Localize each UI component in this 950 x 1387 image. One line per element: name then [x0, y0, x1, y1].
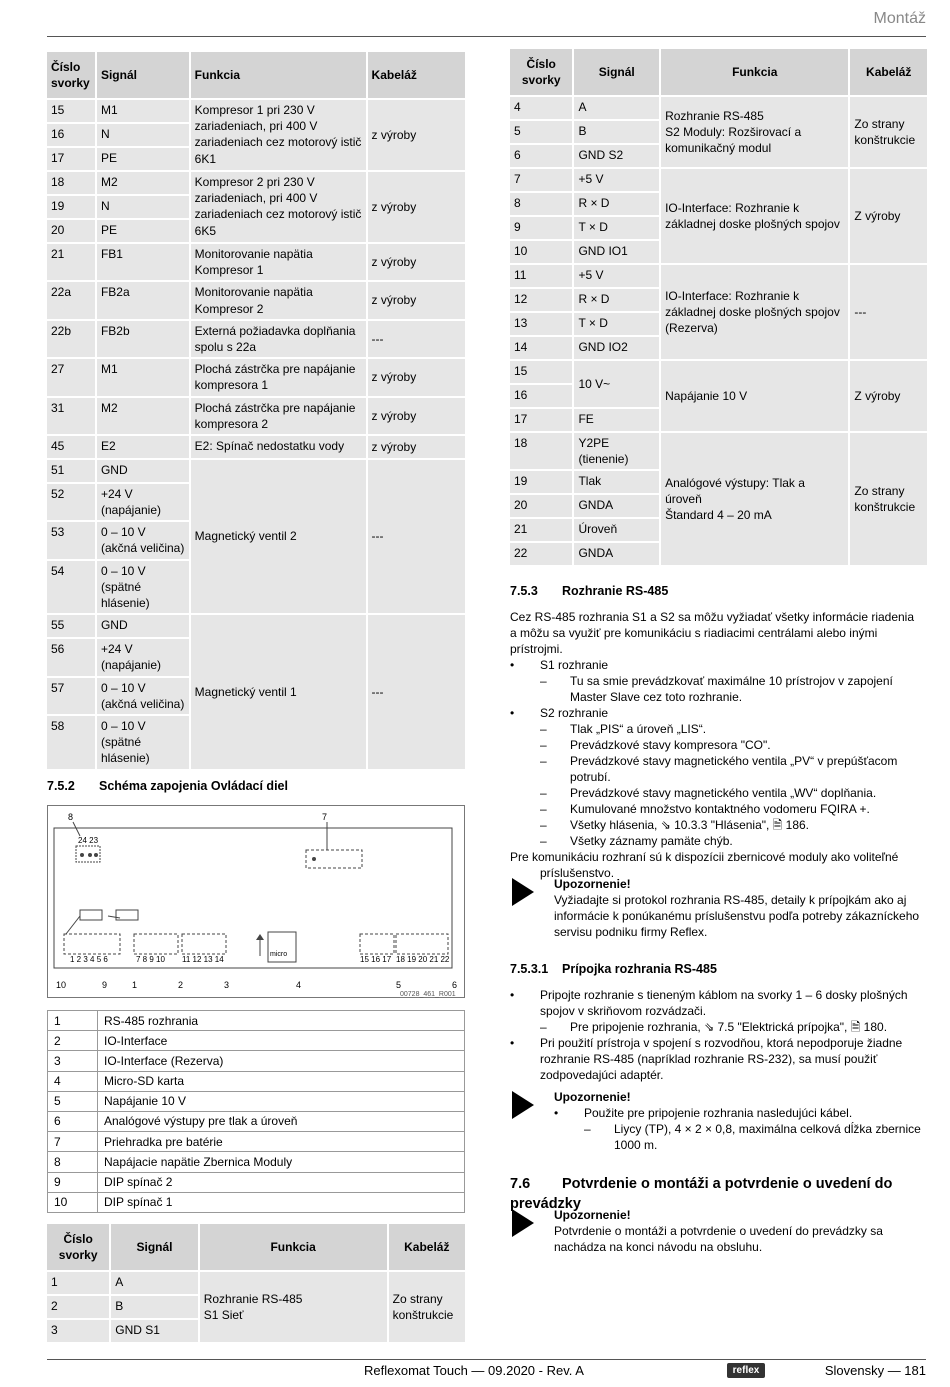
signal-cell: R × D [574, 193, 659, 215]
cabling-cell: z výroby [368, 172, 465, 242]
terminal-number: 9 [510, 217, 572, 239]
note-title: Upozornenie! [554, 877, 631, 891]
signal-cell: GND S2 [574, 145, 659, 167]
header-divider [47, 36, 926, 37]
dash-item: – Tu sa smie prevádzkovať maximálne 10 prístrojov v zapojení Master Slave cez toto rozhranie. [510, 673, 920, 705]
signal-cell: FB1 [97, 244, 189, 280]
cabling-cell: Zo strany konštrukcie [850, 433, 927, 565]
signal-cell: PE [97, 148, 189, 170]
signal-cell: B [574, 121, 659, 143]
terminal-number: 17 [47, 148, 95, 170]
signal-cell: T × D [574, 313, 659, 335]
function-cell: Magnetický ventil 1 [191, 615, 366, 768]
page-header-title: Montáž [873, 10, 926, 27]
note-dash: – Liycy (TP), 4 × 2 × 0,8, maximálna celková dĺžka zbernice 1000 m. [554, 1121, 922, 1153]
terminal-number: 18 [47, 172, 95, 194]
legend-text: DIP spínač 1 [98, 1192, 465, 1212]
legend-row [48, 1152, 465, 1172]
cabling-cell: z výroby [368, 398, 465, 434]
signal-cell: 0 – 10 V (spätné hlásenie) [97, 561, 189, 614]
terminal-number: 55 [47, 615, 95, 637]
rs485-connection-body [510, 987, 920, 1083]
function-cell: Rozhranie RS-485 S2 Moduly: Rozširovací a komunikačný modul [661, 97, 848, 167]
callout-9: 9 [102, 980, 108, 990]
cabling-cell: z výroby [368, 100, 465, 170]
col-header-signal: Signál [111, 1224, 197, 1270]
col-header-function: Funkcia [191, 52, 366, 98]
terminal-number: 16 [47, 124, 95, 146]
terminal-number: 22a [47, 282, 95, 318]
bullet-item: • Pripojte rozhranie s tieneným káblom na svorky 1 – 6 dosky plošných spojov v skriňovom rozvádzači. [510, 987, 920, 1019]
bullet-s1: • S1 rozhranie [510, 657, 920, 673]
signal-cell: R × D [574, 289, 659, 311]
signal-cell: Tlak [574, 471, 659, 493]
signal-cell: +24 V (napájanie) [97, 484, 189, 520]
function-cell: IO-Interface: Rozhranie k základnej doske plošných spojov [661, 169, 848, 263]
legend-row [48, 1011, 465, 1031]
signal-cell: GND [97, 615, 189, 637]
callout-7: 7 [322, 812, 328, 822]
terminal-number: 57 [47, 678, 95, 714]
terminal-number: 17 [510, 409, 572, 431]
legend-text: RS-485 rozhrania [98, 1011, 465, 1031]
terminal-number: 4 [510, 97, 572, 119]
signal-cell: Úroveň [574, 519, 659, 541]
section-heading-7-5-3: 7.5.3 Rozhranie RS-485 [510, 584, 669, 598]
signal-cell: FB2a [97, 282, 189, 318]
col-header-function: Funkcia [661, 49, 848, 95]
connector-label: 24 23 [78, 836, 99, 845]
cabling-cell: z výroby [368, 244, 465, 280]
function-cell: IO-Interface: Rozhranie k základnej doske plošných spojov (Rezerva) [661, 265, 848, 359]
legend-row [48, 1132, 465, 1152]
legend-number: 9 [48, 1172, 98, 1192]
dash-item: – Tlak „PIS“ a úroveň „LIS“. [510, 721, 920, 737]
signal-cell: GND [97, 460, 189, 482]
callout-8: 8 [68, 812, 74, 822]
terminal-number: 58 [47, 716, 95, 769]
legend-row [48, 1172, 465, 1192]
legend-row [48, 1192, 465, 1212]
callout-1: 1 [132, 980, 138, 990]
terminal-number: 5 [510, 121, 572, 143]
signal-cell: GND S1 [111, 1320, 197, 1342]
signal-cell: 0 – 10 V (akčná veličina) [97, 678, 189, 714]
signal-cell: +5 V [574, 169, 659, 191]
cabling-cell: --- [368, 321, 465, 357]
signal-cell: GND IO1 [574, 241, 659, 263]
signal-cell: N [97, 124, 189, 146]
signal-cell: A [574, 97, 659, 119]
function-cell: Monitorovanie napätia Kompresor 1 [191, 244, 366, 280]
terminal-table-main [45, 50, 467, 771]
legend-text: IO-Interface (Rezerva) [98, 1051, 465, 1071]
function-cell: Magnetický ventil 2 [191, 460, 366, 613]
function-cell: Napájanie 10 V [661, 361, 848, 431]
terminal-number: 51 [47, 460, 95, 482]
reflex-logo: reflex [727, 1363, 765, 1378]
pin-labels: 18 19 20 21 22 [396, 955, 450, 964]
function-cell: Externá požiadavka doplňania spolu s 22a [191, 321, 366, 357]
cabling-cell: --- [368, 615, 465, 768]
signal-cell: M2 [97, 172, 189, 194]
col-header-signal: Signál [574, 49, 659, 95]
terminal-number: 31 [47, 398, 95, 434]
legend-number: 5 [48, 1091, 98, 1111]
terminal-number: 20 [510, 495, 572, 517]
callout-10: 10 [56, 980, 67, 990]
signal-cell: E2 [97, 436, 189, 458]
signal-cell: 0 – 10 V (akčná veličina) [97, 522, 189, 558]
terminal-number: 2 [47, 1296, 109, 1318]
legend-row [48, 1031, 465, 1051]
signal-cell: B [111, 1296, 197, 1318]
dash-item: – Pre pripojenie rozhrania, ⇘ 7.5 "Elektrická prípojka", 🗎 180. [510, 1019, 920, 1035]
callout-2: 2 [178, 980, 184, 990]
pin-labels: 11 12 13 14 [182, 955, 224, 964]
wiring-diagram [47, 805, 465, 998]
legend-row [48, 1091, 465, 1111]
callout-3: 3 [224, 980, 230, 990]
signal-cell: +24 V (napájanie) [97, 639, 189, 675]
callout-6: 6 [452, 980, 458, 990]
note-title: Upozornenie! [554, 1090, 631, 1104]
terminal-number: 20 [47, 220, 95, 242]
function-cell: Plochá zástrčka pre napájanie kompresora 2 [191, 398, 366, 434]
terminal-number: 22b [47, 321, 95, 357]
section-heading-7-5-2: 7.5.2 Schéma zapojenia Ovládací diel [47, 779, 288, 793]
terminal-number: 16 [510, 385, 572, 407]
footer-page-info: Slovensky — 181 [824, 1363, 926, 1378]
col-header-signal: Signál [97, 52, 189, 98]
dash-item: – Kumulované množstvo kontaktného vodomeru FQIRA +. [510, 801, 920, 817]
bullet-s2: • S2 rozhranie [510, 705, 920, 721]
terminal-number: 6 [510, 145, 572, 167]
cabling-cell: Zo strany konštrukcie [389, 1272, 465, 1342]
cabling-cell: Zo strany konštrukcie [850, 97, 927, 167]
legend-text: IO-Interface [98, 1031, 465, 1051]
footer-divider [47, 1359, 926, 1360]
function-cell: Monitorovanie napätia Kompresor 2 [191, 282, 366, 318]
col-header-terminal: Číslo svorky [47, 1224, 109, 1270]
warning-arrow-icon [512, 878, 534, 906]
col-header-function: Funkcia [200, 1224, 387, 1270]
note-title: Upozornenie! [554, 1208, 631, 1222]
legend-number: 10 [48, 1192, 98, 1212]
col-header-cabling: Kabeláž [389, 1224, 465, 1270]
terminal-number: 3 [47, 1320, 109, 1342]
figure-code: 00728_461_R001 [400, 991, 456, 998]
legend-number: 2 [48, 1031, 98, 1051]
signal-cell: 10 V~ [574, 361, 659, 407]
terminal-number: 11 [510, 265, 572, 287]
function-cell: Kompresor 2 pri 230 V zariadeniach, pri 400 V zariadeniach cez motorový istič 6K5 [191, 172, 366, 242]
terminal-table-right [508, 47, 929, 567]
terminal-number: 7 [510, 169, 572, 191]
signal-cell: Y2PE (tienenie) [574, 433, 659, 469]
cabling-cell: Z výroby [850, 361, 927, 431]
footer-document-info: Reflexomat Touch — 09.2020 - Rev. A [364, 1363, 584, 1378]
terminal-number: 21 [47, 244, 95, 280]
legend-number: 1 [48, 1011, 98, 1031]
warning-arrow-icon [512, 1091, 534, 1119]
col-header-cabling: Kabeláž [368, 52, 465, 98]
terminal-table-rs485-s1 [45, 1222, 467, 1344]
pin-labels: 7 8 9 10 [136, 955, 165, 964]
section-heading-7-5-3-1: 7.5.3.1 Prípojka rozhrania RS-485 [510, 962, 717, 976]
terminal-number: 14 [510, 337, 572, 359]
dash-item: – Všetky hlásenia, ⇘ 10.3.3 "Hlásenia", 🗎 186. [510, 817, 920, 833]
signal-cell: N [97, 196, 189, 218]
legend-number: 7 [48, 1132, 98, 1152]
signal-cell: FB2b [97, 321, 189, 357]
warning-arrow-icon [512, 1209, 534, 1237]
note-text: Potvrdenie o montáži a potvrdenie o uvedení do prevádzky sa nachádza na konci návodu na obsluhu. [554, 1224, 883, 1254]
note-text: Vyžiadajte si protokol rozhrania RS-485, detaily k prípojkám ako aj informácie k ponúkanému príslušenstvu podľa potreby zákazníckeho servisu podniku firmy Reflex. [554, 893, 920, 939]
legend-number: 8 [48, 1152, 98, 1172]
pin-labels: 1 2 3 4 5 6 [70, 955, 108, 964]
signal-cell: FE [574, 409, 659, 431]
cabling-cell: z výroby [368, 436, 465, 458]
terminal-number: 27 [47, 359, 95, 395]
signal-cell: M2 [97, 398, 189, 434]
pin-labels: 15 16 17 [360, 955, 392, 964]
terminal-number: 45 [47, 436, 95, 458]
section-heading-7-6: 7.6 Potvrdenie o montáži a potvrdenie o uvedení do prevádzky [510, 1176, 893, 1212]
signal-cell: +5 V [574, 265, 659, 287]
terminal-number: 18 [510, 433, 572, 469]
terminal-number: 19 [510, 471, 572, 493]
diagram-legend [47, 1010, 465, 1213]
col-header-terminal: Číslo svorky [510, 49, 572, 95]
signal-cell: PE [97, 220, 189, 242]
signal-cell: M1 [97, 359, 189, 395]
function-cell: E2: Spínač nedostatku vody [191, 436, 366, 458]
terminal-number: 12 [510, 289, 572, 311]
legend-row [48, 1051, 465, 1071]
terminal-number: 15 [47, 100, 95, 122]
signal-cell: 0 – 10 V (spätné hlásenie) [97, 716, 189, 769]
terminal-number: 1 [47, 1272, 109, 1294]
dash-item: – Prevádzkové stavy kompresora "CO". [510, 737, 920, 753]
legend-text: Napájanie 10 V [98, 1091, 465, 1111]
legend-row [48, 1111, 465, 1131]
function-cell: Plochá zástrčka pre napájanie kompresora 1 [191, 359, 366, 395]
callout-4: 4 [296, 980, 302, 990]
note-bullet: • Použite pre pripojenie rozhrania nasledujúci kábel. [554, 1105, 922, 1121]
terminal-number: 53 [47, 522, 95, 558]
signal-cell: GND IO2 [574, 337, 659, 359]
dash-item: – Všetky záznamy pamäte chýb. [510, 833, 920, 849]
legend-text: Priehradka pre batérie [98, 1132, 465, 1152]
legend-text: DIP spínač 2 [98, 1172, 465, 1192]
legend-text: Analógové výstupy pre tlak a úroveň [98, 1111, 465, 1131]
microsd-label: micro [270, 951, 288, 958]
terminal-number: 21 [510, 519, 572, 541]
cabling-cell: --- [850, 265, 927, 359]
legend-number: 4 [48, 1071, 98, 1091]
cabling-cell: z výroby [368, 359, 465, 395]
cabling-cell: z výroby [368, 282, 465, 318]
outro-paragraph: Pre komunikáciu rozhraní sú k dispozícii zbernicové moduly ako voliteľné príslušenstvo. [510, 850, 899, 880]
signal-cell: M1 [97, 100, 189, 122]
signal-cell: A [111, 1272, 197, 1294]
terminal-number: 22 [510, 543, 572, 565]
dash-item: – Prevádzkové stavy magnetického ventila „PV“ v prepúšťacom potrubí. [510, 753, 920, 785]
terminal-number: 52 [47, 484, 95, 520]
col-header-cabling: Kabeláž [850, 49, 927, 95]
signal-cell: GNDA [574, 543, 659, 565]
bullet-item: • Pri použití prístroja v spojení s rozvodňou, ktorá nepodporuje žiadne rozhranie RS-485 (napríklad rozhranie RS-232), sa musí použiť zodpovedajúci adaptér. [510, 1035, 920, 1083]
terminal-number: 54 [47, 561, 95, 614]
cabling-cell: Z výroby [850, 169, 927, 263]
col-header-terminal: Číslo svorky [47, 52, 95, 98]
function-cell: Rozhranie RS-485 S1 Sieť [200, 1272, 387, 1342]
intro-paragraph: Cez RS-485 rozhrania S1 a S2 sa môžu vyžiadať všetky informácie riadenia a môžu sa využiť pre komunikáciu s riadiacimi centrálami alebo inými prístrojmi. [510, 610, 915, 656]
terminal-number: 13 [510, 313, 572, 335]
terminal-number: 19 [47, 196, 95, 218]
legend-number: 6 [48, 1111, 98, 1131]
terminal-number: 8 [510, 193, 572, 215]
terminal-number: 15 [510, 361, 572, 383]
function-cell: Analógové výstupy: Tlak a úroveň Štandard 4 – 20 mA [661, 433, 848, 565]
signal-cell: T × D [574, 217, 659, 239]
terminal-number: 10 [510, 241, 572, 263]
callout-5: 5 [396, 980, 402, 990]
signal-cell: GNDA [574, 495, 659, 517]
legend-row [48, 1071, 465, 1091]
legend-text: Micro-SD karta [98, 1071, 465, 1091]
legend-number: 3 [48, 1051, 98, 1071]
cabling-cell: --- [368, 460, 465, 613]
terminal-number: 56 [47, 639, 95, 675]
rs485-section-body [510, 609, 920, 881]
dash-item: – Prevádzkové stavy magnetického ventila „WV“ doplňania. [510, 785, 920, 801]
function-cell: Kompresor 1 pri 230 V zariadeniach, pri 400 V zariadeniach cez motorový istič 6K1 [191, 100, 366, 170]
legend-text: Napájacie napätie Zbernica Moduly [98, 1152, 465, 1172]
